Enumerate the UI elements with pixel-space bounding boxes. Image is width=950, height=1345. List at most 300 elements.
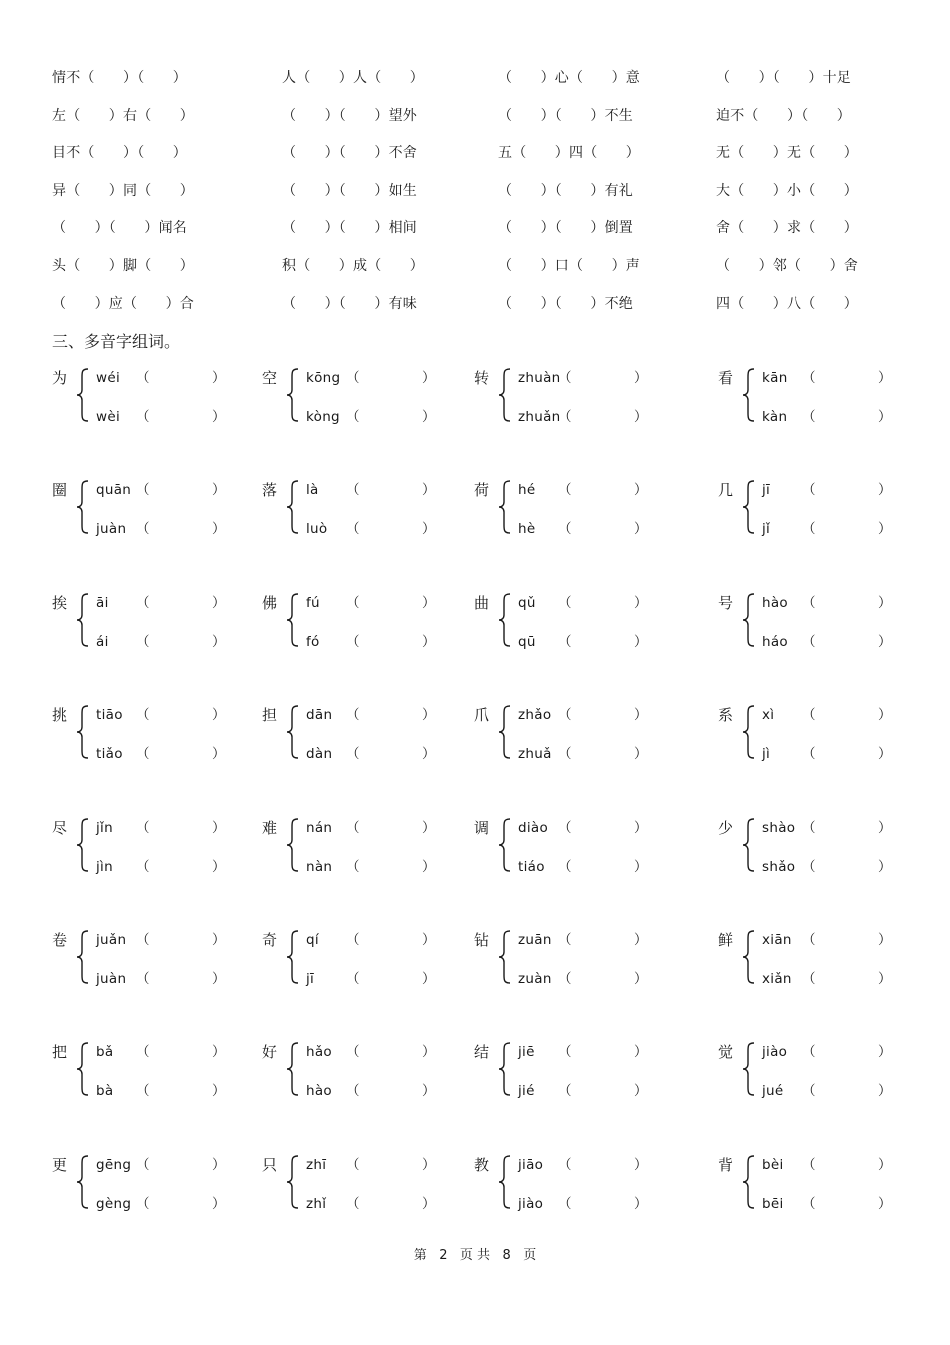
polyphone-group bbox=[718, 593, 938, 653]
answer-paren-open[interactable]: （ bbox=[802, 370, 816, 386]
answer-paren-close: ） bbox=[878, 633, 892, 650]
polyphone-character: 圈 bbox=[52, 481, 68, 500]
answer-paren-open[interactable]: （ bbox=[136, 521, 150, 538]
idiom-blank[interactable]: （ ）（ ）不舍 bbox=[282, 145, 417, 162]
answer-paren-open[interactable]: （ bbox=[802, 746, 816, 763]
answer-paren-close: ） bbox=[878, 858, 892, 875]
footer-prefix: 第 bbox=[413, 1248, 427, 1263]
answer-paren-close: ） bbox=[878, 707, 892, 724]
idiom-blank[interactable]: 情不（ ）（ ） bbox=[52, 70, 187, 86]
polyphone-group bbox=[474, 930, 694, 990]
polyphone-character: 尽 bbox=[52, 818, 68, 837]
answer-paren-open[interactable]: （ bbox=[558, 1195, 572, 1212]
answer-paren-close: ） bbox=[212, 1195, 226, 1212]
answer-paren-open[interactable]: （ bbox=[346, 1195, 360, 1212]
pinyin-reading: hào bbox=[762, 594, 788, 611]
idiom-blank[interactable]: 异（ ）同（ ） bbox=[52, 182, 194, 199]
answer-paren-open[interactable]: （ bbox=[802, 858, 816, 875]
polyphone-group bbox=[52, 1042, 272, 1102]
answer-paren-close: ） bbox=[878, 521, 892, 538]
curly-brace-icon bbox=[286, 930, 300, 984]
page-footer bbox=[0, 1246, 950, 1266]
polyphone-character: 空 bbox=[262, 369, 278, 387]
polyphone-group bbox=[474, 818, 694, 878]
answer-paren-open[interactable]: （ bbox=[558, 482, 572, 499]
answer-paren-close: ） bbox=[878, 1195, 892, 1212]
answer-paren-close: ） bbox=[634, 707, 648, 724]
pinyin-reading: hè bbox=[518, 521, 536, 538]
answer-paren-close: ） bbox=[212, 482, 226, 499]
curly-brace-icon bbox=[498, 705, 512, 759]
curly-brace-icon bbox=[498, 930, 512, 984]
pinyin-reading: tiáo bbox=[518, 858, 545, 875]
pinyin-reading: shào bbox=[762, 819, 796, 836]
answer-paren-open[interactable]: （ bbox=[136, 858, 150, 875]
polyphone-group bbox=[262, 818, 482, 878]
polyphone-row bbox=[0, 705, 950, 765]
curly-brace-icon bbox=[286, 1155, 300, 1209]
answer-paren-close: ） bbox=[878, 746, 892, 763]
idiom-blank[interactable]: （ ）（ ）望外 bbox=[282, 107, 417, 124]
answer-paren-close: ） bbox=[212, 521, 226, 538]
answer-paren-close: ） bbox=[422, 482, 436, 499]
pinyin-reading: jī bbox=[306, 971, 315, 987]
pinyin-reading: zhuǎ bbox=[518, 746, 552, 763]
answer-paren-open[interactable]: （ bbox=[802, 1156, 816, 1173]
answer-paren-close: ） bbox=[634, 521, 648, 538]
pinyin-reading: nán bbox=[306, 819, 333, 836]
answer-paren-open[interactable]: （ bbox=[346, 707, 360, 724]
polyphone-character: 更 bbox=[52, 1155, 68, 1174]
idiom-blank[interactable]: 四（ ）八（ ） bbox=[716, 295, 858, 312]
polyphone-character: 好 bbox=[262, 1043, 278, 1062]
answer-paren-open[interactable]: （ bbox=[346, 409, 360, 425]
idiom-blank[interactable]: 五（ ）四（ ） bbox=[498, 145, 640, 162]
polyphone-group bbox=[52, 705, 272, 765]
idiom-blank[interactable]: （ ）（ ）有味 bbox=[282, 295, 417, 312]
answer-paren-close: ） bbox=[212, 1044, 226, 1061]
answer-paren-open[interactable]: （ bbox=[558, 1156, 572, 1173]
answer-paren-open[interactable]: （ bbox=[136, 932, 150, 948]
polyphone-character: 号 bbox=[718, 593, 734, 612]
pinyin-reading: xì bbox=[762, 707, 775, 724]
pinyin-reading: háo bbox=[762, 633, 788, 650]
pinyin-reading: quān bbox=[96, 482, 132, 499]
answer-paren-open[interactable]: （ bbox=[136, 707, 150, 724]
idiom-blank[interactable]: （ ）口（ ）声 bbox=[498, 258, 640, 274]
answer-paren-close: ） bbox=[634, 409, 648, 425]
polyphone-group bbox=[718, 1042, 938, 1102]
answer-paren-close: ） bbox=[422, 594, 436, 611]
pinyin-reading: zhǐ bbox=[306, 1195, 327, 1212]
pinyin-reading: xiǎn bbox=[762, 971, 792, 987]
answer-paren-open[interactable]: （ bbox=[346, 633, 360, 650]
polyphone-character: 背 bbox=[718, 1155, 734, 1174]
polyphone-group bbox=[718, 818, 938, 878]
answer-paren-open[interactable]: （ bbox=[802, 1083, 816, 1100]
pinyin-reading: kàn bbox=[762, 409, 788, 425]
polyphone-character: 调 bbox=[474, 818, 490, 837]
pinyin-reading: zhǎo bbox=[518, 707, 552, 724]
polyphone-character: 难 bbox=[262, 818, 278, 837]
idiom-blank[interactable]: （ ）（ ）倒置 bbox=[498, 220, 633, 237]
idiom-row bbox=[0, 216, 950, 240]
pinyin-reading: zhuàn bbox=[518, 370, 561, 386]
curly-brace-icon bbox=[286, 705, 300, 759]
answer-paren-close: ） bbox=[212, 409, 226, 425]
answer-paren-open[interactable]: （ bbox=[346, 932, 360, 948]
polyphone-character: 少 bbox=[718, 818, 734, 837]
polyphone-group bbox=[262, 930, 482, 990]
curly-brace-icon bbox=[286, 1042, 300, 1096]
polyphone-group bbox=[718, 930, 938, 990]
answer-paren-close: ） bbox=[878, 1156, 892, 1173]
answer-paren-close: ） bbox=[634, 1156, 648, 1173]
pinyin-reading: gèng bbox=[96, 1195, 132, 1212]
polyphone-row bbox=[0, 818, 950, 878]
answer-paren-open[interactable]: （ bbox=[802, 594, 816, 611]
pinyin-reading: jiē bbox=[518, 1044, 535, 1061]
pinyin-reading: zuān bbox=[518, 932, 552, 948]
polyphone-row bbox=[0, 930, 950, 990]
answer-paren-open[interactable]: （ bbox=[558, 1044, 572, 1061]
answer-paren-open[interactable]: （ bbox=[136, 1083, 150, 1100]
answer-paren-close: ） bbox=[212, 746, 226, 763]
answer-paren-open[interactable]: （ bbox=[136, 971, 150, 987]
answer-paren-open[interactable]: （ bbox=[558, 594, 572, 611]
polyphone-row bbox=[0, 1042, 950, 1102]
polyphone-character: 挑 bbox=[52, 706, 68, 725]
answer-paren-open[interactable]: （ bbox=[802, 482, 816, 499]
curly-brace-icon bbox=[498, 368, 512, 422]
pinyin-reading: juǎn bbox=[96, 932, 127, 948]
pinyin-reading: tiǎo bbox=[96, 746, 123, 763]
idiom-blank[interactable]: 大（ ）小（ ） bbox=[716, 182, 858, 199]
answer-paren-close: ） bbox=[878, 370, 892, 386]
idiom-row bbox=[0, 179, 950, 203]
curly-brace-icon bbox=[76, 1155, 90, 1209]
answer-paren-open[interactable]: （ bbox=[802, 1195, 816, 1212]
answer-paren-close: ） bbox=[422, 746, 436, 763]
polyphone-character: 挨 bbox=[52, 593, 68, 612]
curly-brace-icon bbox=[498, 1155, 512, 1209]
polyphone-character: 觉 bbox=[718, 1043, 734, 1062]
answer-paren-open[interactable]: （ bbox=[802, 1044, 816, 1061]
answer-paren-close: ） bbox=[212, 932, 226, 948]
idiom-row bbox=[0, 254, 950, 278]
pinyin-reading: jiào bbox=[762, 1044, 788, 1061]
pinyin-reading: dàn bbox=[306, 746, 333, 763]
idiom-blank[interactable]: 人（ ）人（ ） bbox=[282, 70, 424, 86]
pinyin-reading: diào bbox=[518, 819, 549, 836]
answer-paren-open[interactable]: （ bbox=[558, 707, 572, 724]
pinyin-reading: dān bbox=[306, 707, 333, 724]
curly-brace-icon bbox=[76, 1042, 90, 1096]
pinyin-reading: là bbox=[306, 482, 319, 499]
pinyin-reading: juàn bbox=[96, 971, 127, 987]
polyphone-group bbox=[52, 930, 272, 990]
answer-paren-open[interactable]: （ bbox=[558, 1083, 572, 1100]
curly-brace-icon bbox=[286, 818, 300, 872]
answer-paren-close: ） bbox=[878, 971, 892, 987]
pinyin-reading: tiāo bbox=[96, 707, 123, 724]
idiom-blank[interactable]: （ ）心（ ）意 bbox=[498, 70, 640, 86]
polyphone-group bbox=[262, 1155, 482, 1215]
polyphone-character: 看 bbox=[718, 369, 734, 387]
polyphone-group bbox=[262, 480, 482, 540]
idiom-blank[interactable]: （ ）（ ）十足 bbox=[716, 70, 851, 86]
curly-brace-icon bbox=[742, 480, 756, 534]
footer-current-page: 2 bbox=[439, 1248, 448, 1263]
curly-brace-icon bbox=[76, 930, 90, 984]
pinyin-reading: nàn bbox=[306, 858, 333, 875]
polyphone-row bbox=[0, 1155, 950, 1215]
polyphone-group bbox=[52, 593, 272, 653]
pinyin-reading: jìn bbox=[96, 858, 113, 875]
answer-paren-open[interactable]: （ bbox=[346, 482, 360, 499]
answer-paren-open[interactable]: （ bbox=[346, 1044, 360, 1061]
answer-paren-open[interactable]: （ bbox=[558, 370, 572, 386]
polyphone-group bbox=[262, 1042, 482, 1102]
answer-paren-close: ） bbox=[878, 819, 892, 836]
polyphone-group bbox=[474, 1155, 694, 1215]
answer-paren-close: ） bbox=[422, 633, 436, 650]
polyphone-character: 钻 bbox=[474, 931, 490, 949]
pinyin-reading: qí bbox=[306, 932, 319, 948]
idiom-blank[interactable]: （ ）应（ ）合 bbox=[52, 295, 194, 312]
footer-total-pages: 8 bbox=[502, 1248, 511, 1263]
answer-paren-close: ） bbox=[422, 858, 436, 875]
pinyin-reading: ái bbox=[96, 633, 109, 650]
answer-paren-close: ） bbox=[878, 409, 892, 425]
answer-paren-open[interactable]: （ bbox=[802, 521, 816, 538]
polyphone-group bbox=[52, 818, 272, 878]
footer-suffix: 页 bbox=[523, 1248, 537, 1263]
pinyin-reading: kòng bbox=[306, 409, 340, 425]
answer-paren-close: ） bbox=[878, 482, 892, 499]
pinyin-reading: wéi bbox=[96, 370, 120, 386]
answer-paren-open[interactable]: （ bbox=[346, 1156, 360, 1173]
answer-paren-open[interactable]: （ bbox=[558, 932, 572, 948]
answer-paren-close: ） bbox=[212, 370, 226, 386]
answer-paren-open[interactable]: （ bbox=[136, 746, 150, 763]
curly-brace-icon bbox=[286, 480, 300, 534]
pinyin-reading: gēng bbox=[96, 1156, 132, 1173]
pinyin-reading: luò bbox=[306, 521, 328, 538]
idiom-blank[interactable]: （ ）邻（ ）舍 bbox=[716, 258, 858, 274]
answer-paren-open[interactable]: （ bbox=[346, 858, 360, 875]
curly-brace-icon bbox=[498, 818, 512, 872]
curly-brace-icon bbox=[76, 818, 90, 872]
curly-brace-icon bbox=[742, 930, 756, 984]
answer-paren-open[interactable]: （ bbox=[558, 819, 572, 836]
pinyin-reading: jié bbox=[518, 1083, 535, 1100]
idiom-blank[interactable]: （ ）（ ）不绝 bbox=[498, 295, 633, 312]
pinyin-reading: shǎo bbox=[762, 858, 796, 875]
pinyin-reading: qǔ bbox=[518, 594, 536, 611]
answer-paren-close: ） bbox=[634, 932, 648, 948]
pinyin-reading: xiān bbox=[762, 932, 792, 948]
answer-paren-close: ） bbox=[634, 1044, 648, 1061]
answer-paren-close: ） bbox=[634, 858, 648, 875]
answer-paren-close: ） bbox=[422, 370, 436, 386]
pinyin-reading: zhī bbox=[306, 1156, 327, 1173]
answer-paren-open[interactable]: （ bbox=[136, 1156, 150, 1173]
answer-paren-open[interactable]: （ bbox=[558, 971, 572, 987]
idiom-blank[interactable]: 头（ ）脚（ ） bbox=[52, 258, 194, 274]
polyphone-character: 卷 bbox=[52, 931, 68, 949]
answer-paren-open[interactable]: （ bbox=[802, 932, 816, 948]
answer-paren-open[interactable]: （ bbox=[136, 594, 150, 611]
pinyin-reading: jué bbox=[762, 1083, 784, 1100]
pinyin-reading: jì bbox=[762, 746, 771, 763]
polyphone-character: 系 bbox=[718, 706, 734, 725]
idiom-blank[interactable]: 无（ ）无（ ） bbox=[716, 145, 858, 162]
answer-paren-open[interactable]: （ bbox=[802, 819, 816, 836]
pinyin-reading: qū bbox=[518, 633, 536, 650]
polyphone-character: 结 bbox=[474, 1043, 490, 1062]
idiom-blank[interactable]: （ ）（ ）有礼 bbox=[498, 182, 633, 199]
pinyin-reading: jǐ bbox=[762, 521, 771, 538]
polyphone-group bbox=[474, 1042, 694, 1102]
answer-paren-close: ） bbox=[422, 1195, 436, 1212]
answer-paren-open[interactable]: （ bbox=[136, 482, 150, 499]
polyphone-group bbox=[718, 705, 938, 765]
pinyin-reading: kōng bbox=[306, 370, 341, 386]
answer-paren-open[interactable]: （ bbox=[802, 971, 816, 987]
answer-paren-close: ） bbox=[634, 1083, 648, 1100]
answer-paren-open[interactable]: （ bbox=[802, 633, 816, 650]
answer-paren-open[interactable]: （ bbox=[558, 746, 572, 763]
curly-brace-icon bbox=[76, 368, 90, 422]
polyphone-character: 奇 bbox=[262, 931, 278, 949]
answer-paren-close: ） bbox=[422, 409, 436, 425]
answer-paren-open[interactable]: （ bbox=[558, 633, 572, 650]
answer-paren-close: ） bbox=[634, 482, 648, 499]
section-3-title: 三、多音字组词。 bbox=[52, 332, 181, 351]
polyphone-character: 荷 bbox=[474, 481, 490, 500]
polyphone-character: 几 bbox=[718, 481, 734, 500]
answer-paren-open[interactable]: （ bbox=[802, 409, 816, 425]
answer-paren-close: ） bbox=[634, 370, 648, 386]
polyphone-group bbox=[262, 593, 482, 653]
answer-paren-close: ） bbox=[212, 819, 226, 836]
answer-paren-close: ） bbox=[212, 1083, 226, 1100]
answer-paren-open[interactable]: （ bbox=[346, 746, 360, 763]
pinyin-reading: fú bbox=[306, 594, 320, 611]
curly-brace-icon bbox=[498, 480, 512, 534]
answer-paren-open[interactable]: （ bbox=[136, 409, 150, 425]
curly-brace-icon bbox=[498, 1042, 512, 1096]
answer-paren-close: ） bbox=[212, 594, 226, 611]
pinyin-reading: fó bbox=[306, 633, 320, 650]
pinyin-reading: bǎ bbox=[96, 1044, 114, 1061]
pinyin-reading: bèi bbox=[762, 1156, 784, 1173]
answer-paren-close: ） bbox=[212, 858, 226, 875]
curly-brace-icon bbox=[76, 705, 90, 759]
polyphone-row bbox=[0, 368, 950, 428]
polyphone-character: 教 bbox=[474, 1155, 490, 1174]
idiom-blank[interactable]: （ ）（ ）如生 bbox=[282, 182, 417, 199]
answer-paren-close: ） bbox=[422, 819, 436, 836]
curly-brace-icon bbox=[742, 1042, 756, 1096]
answer-paren-close: ） bbox=[212, 971, 226, 987]
idiom-blank[interactable]: （ ）（ ）不生 bbox=[498, 107, 633, 124]
pinyin-reading: bà bbox=[96, 1083, 114, 1100]
answer-paren-open[interactable]: （ bbox=[346, 521, 360, 538]
polyphone-group bbox=[52, 480, 272, 540]
curly-brace-icon bbox=[742, 705, 756, 759]
polyphone-character: 爪 bbox=[474, 706, 490, 725]
polyphone-group bbox=[52, 368, 272, 428]
answer-paren-open[interactable]: （ bbox=[136, 633, 150, 650]
polyphone-character: 佛 bbox=[262, 593, 278, 612]
polyphone-character: 落 bbox=[262, 481, 278, 500]
curly-brace-icon bbox=[286, 593, 300, 647]
polyphone-group bbox=[52, 1155, 272, 1215]
idiom-row bbox=[0, 292, 950, 316]
polyphone-row bbox=[0, 480, 950, 540]
idiom-blank[interactable]: （ ）（ ）相间 bbox=[282, 220, 417, 237]
answer-paren-open[interactable]: （ bbox=[346, 1083, 360, 1100]
pinyin-reading: kān bbox=[762, 370, 788, 386]
idiom-blank[interactable]: （ ）（ ）闻名 bbox=[52, 220, 187, 237]
answer-paren-open[interactable]: （ bbox=[802, 707, 816, 724]
polyphone-character: 鲜 bbox=[718, 931, 734, 949]
footer-middle: 页 共 bbox=[459, 1248, 491, 1263]
polyphone-group bbox=[262, 368, 482, 428]
answer-paren-close: ） bbox=[634, 594, 648, 611]
answer-paren-open[interactable]: （ bbox=[136, 370, 150, 386]
pinyin-reading: zuàn bbox=[518, 971, 552, 987]
answer-paren-open[interactable]: （ bbox=[346, 971, 360, 987]
answer-paren-close: ） bbox=[422, 971, 436, 987]
idiom-blank[interactable]: 迫不（ ）（ ） bbox=[716, 107, 851, 124]
curly-brace-icon bbox=[76, 593, 90, 647]
idiom-blank[interactable]: 左（ ）右（ ） bbox=[52, 107, 194, 124]
answer-paren-open[interactable]: （ bbox=[346, 819, 360, 836]
polyphone-group bbox=[474, 593, 694, 653]
answer-paren-close: ） bbox=[422, 707, 436, 724]
idiom-blank[interactable]: 舍（ ）求（ ） bbox=[716, 220, 858, 237]
pinyin-reading: bēi bbox=[762, 1195, 784, 1212]
pinyin-reading: jiāo bbox=[518, 1156, 544, 1173]
answer-paren-close: ） bbox=[878, 1044, 892, 1061]
curly-brace-icon bbox=[498, 593, 512, 647]
polyphone-character: 把 bbox=[52, 1043, 68, 1062]
idiom-blank[interactable]: 目不（ ）（ ） bbox=[52, 145, 187, 162]
answer-paren-close: ） bbox=[422, 932, 436, 948]
answer-paren-open[interactable]: （ bbox=[558, 521, 572, 538]
answer-paren-open[interactable]: （ bbox=[136, 819, 150, 836]
idiom-blank[interactable]: 积（ ）成（ ） bbox=[282, 258, 424, 274]
curly-brace-icon bbox=[742, 593, 756, 647]
answer-paren-open[interactable]: （ bbox=[558, 409, 572, 425]
curly-brace-icon bbox=[742, 368, 756, 422]
answer-paren-open[interactable]: （ bbox=[346, 370, 360, 386]
polyphone-group bbox=[262, 705, 482, 765]
pinyin-reading: hé bbox=[518, 482, 536, 499]
answer-paren-close: ） bbox=[422, 521, 436, 538]
answer-paren-open[interactable]: （ bbox=[136, 1044, 150, 1061]
polyphone-group bbox=[474, 480, 694, 540]
answer-paren-close: ） bbox=[422, 1083, 436, 1100]
answer-paren-open[interactable]: （ bbox=[346, 594, 360, 611]
idiom-row bbox=[0, 104, 950, 128]
answer-paren-open[interactable]: （ bbox=[558, 858, 572, 875]
answer-paren-open[interactable]: （ bbox=[136, 1195, 150, 1212]
pinyin-reading: jiào bbox=[518, 1195, 544, 1212]
